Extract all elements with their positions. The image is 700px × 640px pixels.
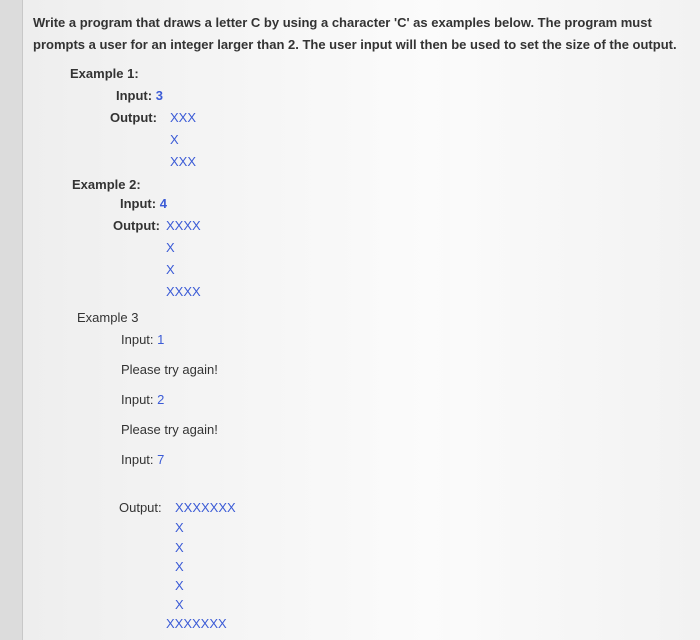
retry-message: Please try again! bbox=[121, 362, 218, 377]
example-3-output-line: XXXXXXX bbox=[166, 616, 227, 631]
example-3-input bbox=[121, 392, 164, 407]
example-1-output-line: XXX bbox=[170, 154, 197, 169]
example-3-input bbox=[121, 452, 164, 467]
example-3-input bbox=[121, 332, 164, 347]
example-1-output-label: Output: bbox=[110, 110, 157, 125]
question-page bbox=[22, 0, 700, 640]
example-3-output-label: Output: bbox=[119, 500, 162, 515]
example-2-input bbox=[120, 196, 167, 211]
example-3-output-line: X bbox=[175, 559, 184, 574]
question-text bbox=[33, 12, 693, 56]
example-3-title: Example 3 bbox=[77, 310, 139, 325]
example-2-title: Example 2: bbox=[72, 177, 141, 192]
example-2-output-line: X bbox=[166, 262, 175, 277]
example-2-output-line: XXXX bbox=[166, 284, 201, 299]
question-line-2: prompts a user for an integer larger than 2. The user input will then be used to set the size of the output. bbox=[33, 37, 677, 52]
input-value: 3 bbox=[155, 88, 163, 103]
input-label: Input: bbox=[121, 392, 154, 407]
example-3-output-line: X bbox=[175, 578, 184, 593]
example-3-output-line: X bbox=[175, 540, 184, 555]
example-2-output-line: X bbox=[166, 240, 175, 255]
example-3-output-line: X bbox=[175, 597, 184, 612]
example-1-output-line: XXX bbox=[170, 110, 197, 125]
example-3-output-line: X bbox=[175, 520, 184, 535]
question-line-1: Write a program that draws a letter C by using a character 'C' as examples below. The program must bbox=[33, 15, 652, 30]
input-label: Input: bbox=[120, 196, 157, 211]
input-label: Input: bbox=[121, 332, 154, 347]
input-value: 7 bbox=[157, 452, 165, 467]
retry-message: Please try again! bbox=[121, 422, 218, 437]
example-2-output-line: XXXX bbox=[166, 218, 201, 233]
example-2-output-label: Output: bbox=[113, 218, 160, 233]
input-value: 4 bbox=[159, 196, 167, 211]
example-1-title: Example 1: bbox=[70, 66, 139, 81]
example-1-output-line: X bbox=[170, 132, 179, 147]
input-value: 1 bbox=[157, 332, 165, 347]
example-1-input bbox=[116, 88, 163, 103]
input-label: Input: bbox=[116, 88, 153, 103]
input-label: Input: bbox=[121, 452, 154, 467]
input-value: 2 bbox=[157, 392, 165, 407]
example-3-output-line: XXXXXXX bbox=[175, 500, 236, 515]
